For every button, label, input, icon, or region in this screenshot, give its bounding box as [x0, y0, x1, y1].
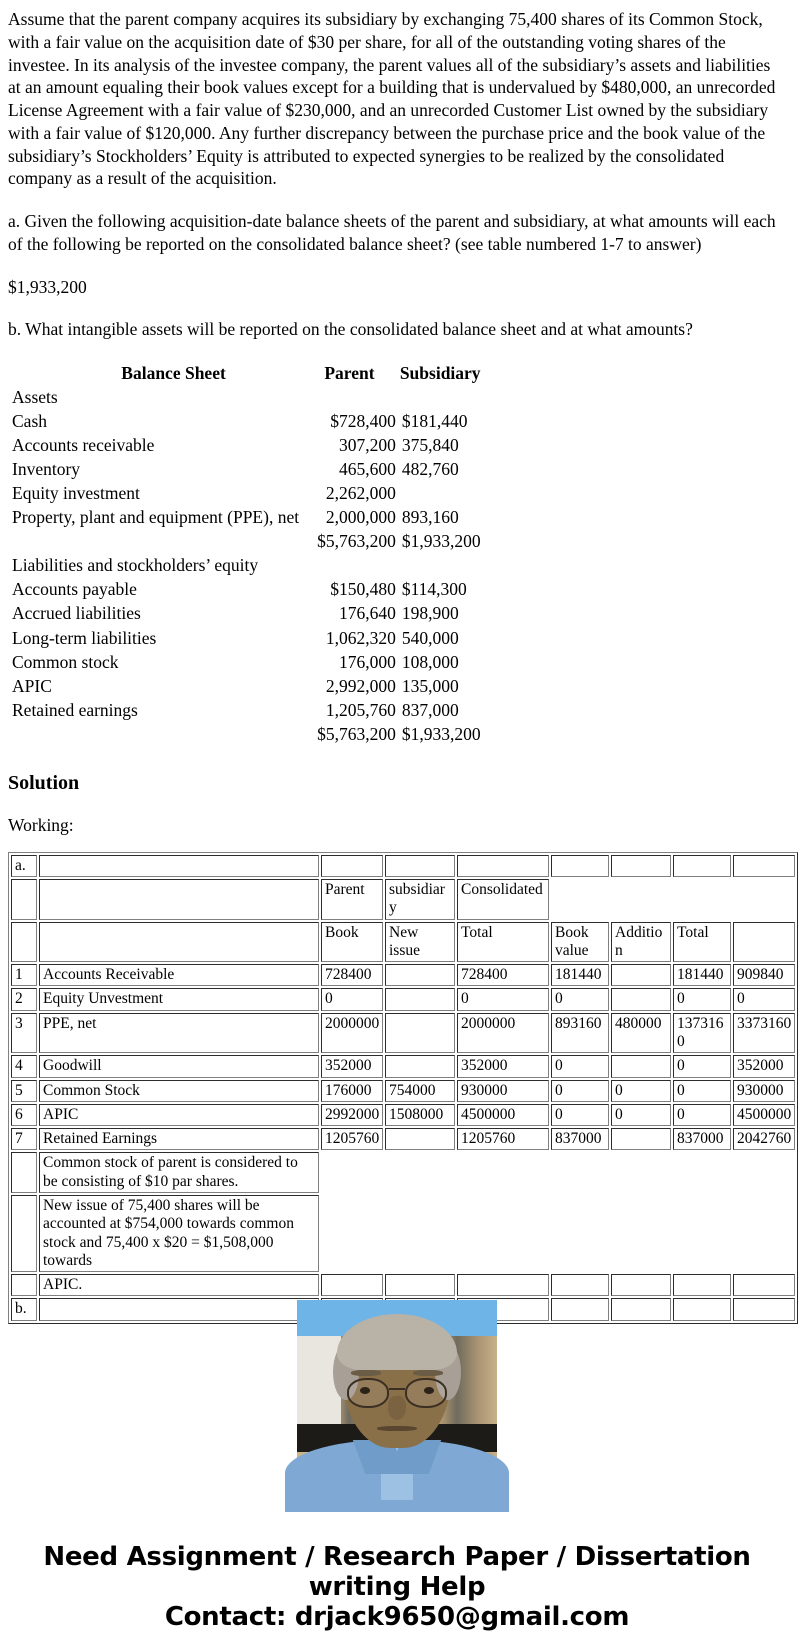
column-header-new-issue: New issue — [385, 922, 455, 963]
question-b: b. What intangible assets will be reported on the consolidated balance sheet and at what amounts? — [8, 319, 693, 340]
group-header-row — [11, 879, 795, 920]
table-row — [11, 988, 795, 1010]
row-parent-value: $150,480 — [330, 579, 396, 600]
row-subsidiary-value: 375,840 — [401, 435, 459, 456]
promo-line-2: writing Help — [308, 1571, 486, 1602]
row-label: Equity investment — [12, 483, 140, 504]
group-header-subsidiary: subsidiary — [385, 879, 455, 920]
table-row — [8, 433, 485, 457]
row-label: Cash — [12, 411, 47, 432]
empty-cell — [551, 855, 609, 877]
table-total-row — [8, 529, 485, 553]
row-parent-total: $5,763,200 — [317, 723, 396, 744]
cell-consolidated-total: 352000 — [457, 1055, 549, 1077]
row-label: Common stock — [12, 651, 119, 672]
empty-cell — [611, 1274, 671, 1296]
cell-parent-book: 2992000 — [321, 1104, 383, 1126]
group-header-consolidated: Consolidated — [457, 879, 549, 920]
empty-cell — [733, 855, 795, 877]
cell-consolidated-total: 728400 — [457, 964, 549, 986]
empty-cell — [321, 1152, 795, 1193]
empty-cell — [396, 385, 485, 409]
cell-new-issue — [385, 1128, 455, 1150]
cell-new-issue — [385, 1013, 455, 1054]
row-subsidiary-value: 837,000 — [401, 699, 459, 720]
row-item: PPE, net — [39, 1013, 319, 1054]
avatar-nose — [388, 1396, 406, 1420]
table-row — [11, 964, 795, 986]
column-header-row — [11, 922, 795, 963]
avatar-eyebrow-right — [413, 1370, 443, 1376]
row-number: 1 — [11, 964, 37, 986]
table-row — [8, 577, 485, 601]
cell-addition — [611, 988, 671, 1010]
table-row — [8, 505, 485, 529]
cell-sub-total: 1373160 — [673, 1013, 731, 1054]
empty-cell — [457, 855, 549, 877]
row-parent-value: 2,262,000 — [325, 483, 396, 504]
cell-parent-book: 352000 — [321, 1055, 383, 1077]
working-table-clip — [8, 852, 792, 1318]
avatar-mouth — [377, 1426, 417, 1431]
row-number: 4 — [11, 1055, 37, 1077]
section-title-liabilities: Liabilities and stockholders’ equity — [12, 555, 259, 576]
avatar-eye-right — [424, 1387, 434, 1394]
note-text: New issue of 75,400 shares will be accounted at $754,000 towards common stock and 75,400 x $20 = $1,508,000 towards — [39, 1195, 319, 1272]
cell-sub-total: 0 — [673, 988, 731, 1010]
empty-cell — [673, 855, 731, 877]
row-label: Property, plant and equipment (PPE), net — [12, 507, 300, 528]
row-label: Accrued liabilities — [12, 603, 141, 624]
empty-cell — [551, 1274, 609, 1296]
column-header-consolidated-total: Total — [457, 922, 549, 963]
row-subsidiary-value: 893,160 — [401, 507, 459, 528]
row-subsidiary-value — [396, 481, 485, 505]
row-label — [8, 722, 303, 746]
table-row — [8, 626, 485, 650]
table-row — [8, 650, 485, 674]
empty-cell — [385, 1274, 455, 1296]
cell-grand-total: 0 — [733, 988, 795, 1010]
empty-cell — [303, 385, 396, 409]
empty-cell — [673, 1274, 731, 1296]
empty-cell — [303, 553, 396, 577]
row-parent-value: 176,000 — [338, 651, 396, 672]
empty-cell — [321, 1195, 795, 1272]
answer-a: $1,933,200 — [8, 276, 87, 297]
section-a-row — [11, 855, 795, 877]
table-row — [8, 674, 485, 698]
spacer — [8, 190, 786, 210]
cell-grand-total: 909840 — [733, 964, 795, 986]
row-parent-value: 465,600 — [338, 459, 396, 480]
row-number: 2 — [11, 988, 37, 1010]
column-header-grand-total — [733, 922, 795, 963]
cell-consolidated-total: 1205760 — [457, 1128, 549, 1150]
row-label: Inventory — [12, 459, 81, 480]
cell-parent-book: 176000 — [321, 1080, 383, 1102]
table-row — [11, 1080, 795, 1102]
balance-sheet-header-row — [8, 361, 485, 385]
cell-book-value: 0 — [551, 988, 609, 1010]
empty-cell — [39, 879, 319, 920]
row-label — [8, 529, 303, 553]
cell-grand-total: 930000 — [733, 1080, 795, 1102]
cell-sub-total: 837000 — [673, 1128, 731, 1150]
cell-sub-total: 0 — [673, 1055, 731, 1077]
table-row — [11, 1104, 795, 1126]
empty-cell — [396, 553, 485, 577]
row-subsidiary-total: $1,933,200 — [401, 531, 481, 552]
cell-parent-book: 1205760 — [321, 1128, 383, 1150]
note-row — [11, 1195, 795, 1272]
cell-parent-book: 728400 — [321, 964, 383, 986]
cell-parent-book: 0 — [321, 988, 383, 1010]
empty-cell — [11, 1274, 37, 1296]
column-header-book-value: Book value — [551, 922, 609, 963]
empty-cell — [457, 1274, 549, 1296]
row-subsidiary-value: 135,000 — [401, 675, 459, 696]
solution-heading: Solution — [8, 771, 80, 794]
section-title-row — [8, 385, 485, 409]
column-header-addition: Addition — [611, 922, 671, 963]
intro-paragraph: Assume that the parent company acquires its subsidiary by exchanging 75,400 shares of its Common Stock, with a fair value on the acquisition date of $30 per share, for all of the outstanding voting shares of the investee. In its analysis of the investee company, the parent values all of the subsidiary’s assets and liabilities at an amount equaling their book values except for a building that is undervalued by $480,000, an unrecorded License Agreement with a fair value of $230,000, and an unrecorded Customer List owned by the subsidiary with a fair value of $120,000. Any further discrepancy between the purchase price and the book value of the subsidiary’s Stockholders’ Equity is attributed to expected synergies to be realized by the consolidated company as a result of the acquisition. — [8, 9, 776, 189]
cell-consolidated-total: 0 — [457, 988, 549, 1010]
row-item: Equity Unvestment — [39, 988, 319, 1010]
table-row — [11, 1128, 795, 1150]
row-label: APIC — [12, 675, 52, 696]
cell-parent-book: 2000000 — [321, 1013, 383, 1054]
avatar-eye-left — [360, 1387, 370, 1394]
row-subsidiary-value: 482,760 — [401, 459, 459, 480]
cell-addition: 0 — [611, 1080, 671, 1102]
row-number: 3 — [11, 1013, 37, 1054]
note-row — [11, 1152, 795, 1193]
empty-cell — [39, 855, 319, 877]
table-row — [8, 481, 485, 505]
cell-consolidated-total: 930000 — [457, 1080, 549, 1102]
cell-new-issue — [385, 964, 455, 986]
cell-addition: 0 — [611, 1104, 671, 1126]
empty-cell — [11, 922, 37, 963]
row-parent-value: 1,205,760 — [325, 699, 396, 720]
row-label: Accounts receivable — [12, 435, 155, 456]
row-item: Retained Earnings — [39, 1128, 319, 1150]
row-label: Long-term liabilities — [12, 627, 157, 648]
cell-book-value: 181440 — [551, 964, 609, 986]
empty-cell — [11, 879, 37, 920]
empty-cell — [11, 1152, 37, 1193]
empty-cell — [39, 922, 319, 963]
question-a: a. Given the following acquisition-date balance sheets of the parent and subsidiary, at what amounts will each of the following be reported on the consolidated balance sheet? (see table numbered 1-7 to answer) — [8, 211, 776, 254]
section-title-row — [8, 553, 485, 577]
row-item: APIC — [39, 1104, 319, 1126]
row-label: Accounts payable — [12, 579, 137, 600]
row-parent-value: 1,062,320 — [325, 627, 396, 648]
spacer — [8, 256, 786, 276]
note-row — [11, 1274, 795, 1296]
row-subsidiary-total: $1,933,200 — [401, 723, 481, 744]
row-subsidiary-value: $114,300 — [401, 579, 467, 600]
table-row — [8, 698, 485, 722]
row-item: Goodwill — [39, 1055, 319, 1077]
cell-addition — [611, 1128, 671, 1150]
row-parent-value: 2,992,000 — [325, 675, 396, 696]
table-row — [11, 1055, 795, 1077]
row-parent-value: 2,000,000 — [325, 507, 396, 528]
row-subsidiary-value: 198,900 — [401, 603, 459, 624]
cell-book-value: 837000 — [551, 1128, 609, 1150]
table-row — [11, 1013, 795, 1054]
promo-footer — [0, 1542, 794, 1632]
row-label: Retained earnings — [12, 699, 138, 720]
row-parent-value: 176,640 — [338, 603, 396, 624]
cell-addition: 480000 — [611, 1013, 671, 1054]
empty-cell — [321, 855, 383, 877]
cell-consolidated-total: 4500000 — [457, 1104, 549, 1126]
cell-book-value: 893160 — [551, 1013, 609, 1054]
empty-cell — [385, 855, 455, 877]
row-subsidiary-value: $181,440 — [401, 411, 468, 432]
cell-sub-total: 181440 — [673, 964, 731, 986]
row-subsidiary-value: 540,000 — [401, 627, 459, 648]
section-title-assets: Assets — [12, 387, 58, 408]
table-row — [8, 457, 485, 481]
empty-cell — [321, 1274, 383, 1296]
promo-line-1: Need Assignment / Research Paper / Dissertation — [43, 1541, 751, 1572]
cell-book-value: 0 — [551, 1055, 609, 1077]
working-table — [8, 852, 798, 1324]
cell-grand-total: 4500000 — [733, 1104, 795, 1126]
column-header-sub-total: Total — [673, 922, 731, 963]
cell-sub-total: 0 — [673, 1080, 731, 1102]
cell-new-issue — [385, 1055, 455, 1077]
working-label: Working: — [8, 814, 74, 835]
table-row — [8, 601, 485, 625]
column-header-parent: Parent — [324, 363, 375, 383]
note-text: Common stock of parent is considered to be consisting of $10 par shares. — [39, 1152, 319, 1193]
column-header-parent-book: Book — [321, 922, 383, 963]
cell-grand-total: 352000 — [733, 1055, 795, 1077]
row-number: 7 — [11, 1128, 37, 1150]
prose-block — [8, 0, 786, 341]
column-header-subsidiary: Subsidiary — [399, 363, 481, 383]
spacer — [8, 298, 786, 318]
cell-sub-total: 0 — [673, 1104, 731, 1126]
row-number: 6 — [11, 1104, 37, 1126]
section-b-label: b. — [11, 1298, 37, 1320]
avatar — [297, 1300, 497, 1500]
cell-new-issue: 754000 — [385, 1080, 455, 1102]
cell-consolidated-total: 2000000 — [457, 1013, 549, 1054]
promo-line-3: Contact: drjack9650@gmail.com — [164, 1602, 630, 1632]
avatar-eyebrow-left — [351, 1370, 381, 1376]
cell-new-issue — [385, 988, 455, 1010]
table-total-row — [8, 722, 485, 746]
empty-cell — [611, 855, 671, 877]
balance-sheet-table — [8, 361, 485, 746]
cell-book-value: 0 — [551, 1104, 609, 1126]
cell-new-issue: 1508000 — [385, 1104, 455, 1126]
table-row — [8, 409, 485, 433]
row-item: Common Stock — [39, 1080, 319, 1102]
balance-sheet-title: Balance Sheet — [121, 363, 226, 383]
row-parent-value: $728,400 — [330, 411, 396, 432]
glasses-bridge — [389, 1388, 405, 1391]
cell-book-value: 0 — [551, 1080, 609, 1102]
row-item: Accounts Receivable — [39, 964, 319, 986]
cell-addition — [611, 964, 671, 986]
note-text: APIC. — [39, 1274, 319, 1296]
section-a-label: a. — [11, 855, 37, 877]
cell-grand-total: 3373160 — [733, 1013, 795, 1054]
avatar-wrap — [0, 1300, 794, 1500]
row-parent-total: $5,763,200 — [317, 531, 396, 552]
group-header-parent: Parent — [321, 879, 383, 920]
row-number: 5 — [11, 1080, 37, 1102]
cell-addition — [611, 1055, 671, 1077]
empty-cell — [733, 1274, 795, 1296]
row-parent-value: 307,200 — [338, 435, 396, 456]
empty-cell — [551, 879, 795, 920]
balance-sheet-table-wrap — [8, 361, 794, 746]
row-subsidiary-value: 108,000 — [401, 651, 459, 672]
empty-cell — [11, 1195, 37, 1272]
cell-grand-total: 2042760 — [733, 1128, 795, 1150]
